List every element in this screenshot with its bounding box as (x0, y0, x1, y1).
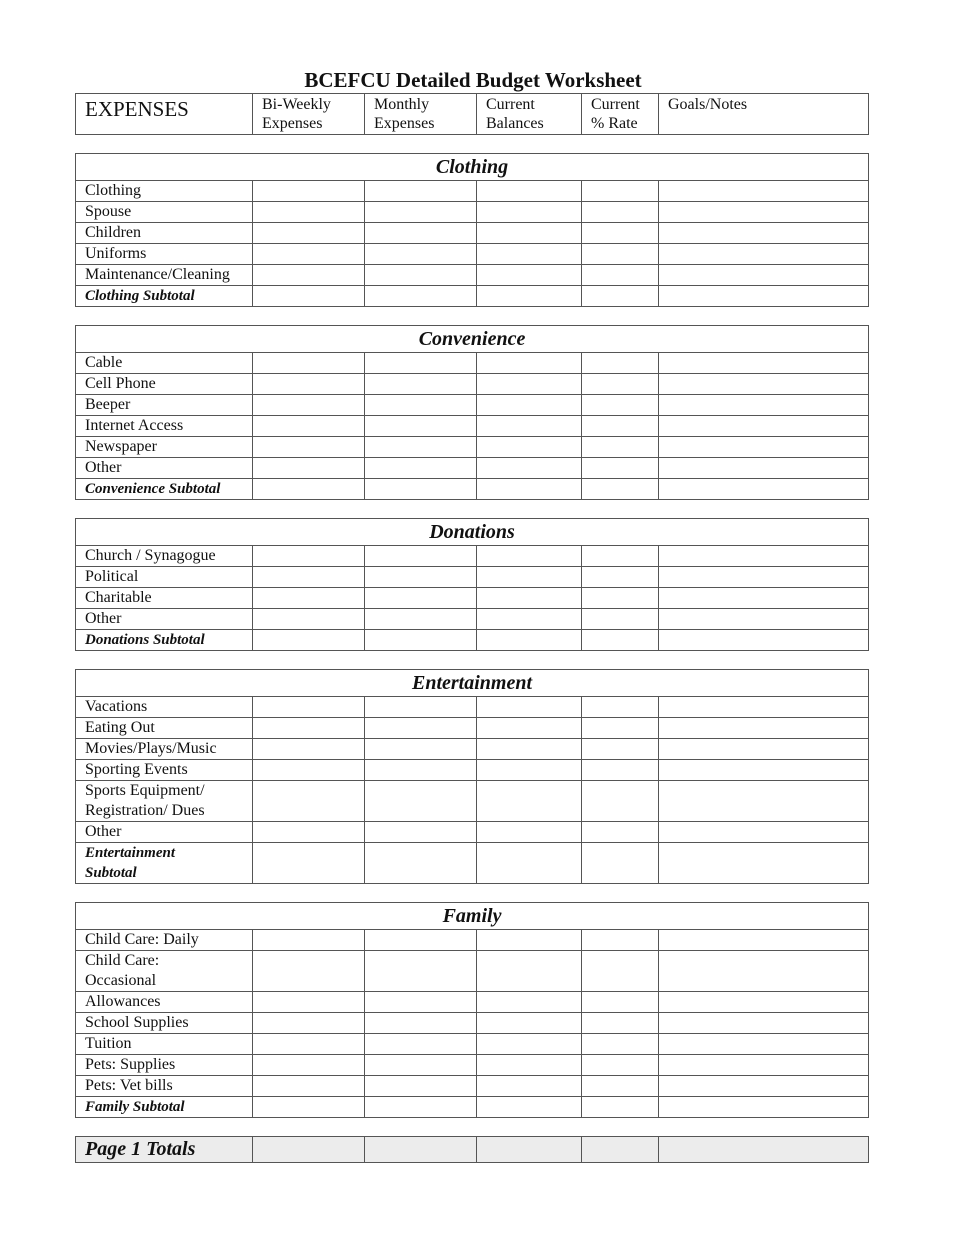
balance-cell[interactable] (477, 353, 582, 374)
table-row (76, 822, 869, 843)
balance-cell[interactable] (477, 1076, 582, 1097)
rate-cell[interactable] (582, 992, 659, 1013)
monthly-cell[interactable] (365, 546, 477, 567)
biweekly-cell[interactable] (253, 843, 365, 884)
row-label: Uniforms (76, 244, 253, 265)
notes-cell[interactable] (659, 374, 869, 395)
rate-cell[interactable] (582, 479, 659, 500)
biweekly-cell[interactable] (253, 630, 365, 651)
monthly-cell[interactable] (365, 718, 477, 739)
notes-cell[interactable] (659, 181, 869, 202)
biweekly-cell[interactable] (253, 739, 365, 760)
sections-container (0, 153, 869, 1163)
monthly-cell[interactable] (365, 265, 477, 286)
table-row (76, 930, 869, 951)
biweekly-cell[interactable] (253, 479, 365, 500)
row-label: Clothing Subtotal (76, 286, 253, 307)
rate-cell[interactable] (582, 843, 659, 884)
balance-cell[interactable] (477, 223, 582, 244)
monthly-cell[interactable] (365, 223, 477, 244)
monthly-cell[interactable] (365, 479, 477, 500)
table-row (76, 567, 869, 588)
monthly-cell[interactable] (365, 458, 477, 479)
balance-cell[interactable] (477, 609, 582, 630)
balance-cell[interactable] (477, 697, 582, 718)
balance-cell[interactable] (477, 244, 582, 265)
balance-cell[interactable] (477, 567, 582, 588)
notes-cell[interactable] (659, 1137, 869, 1163)
rate-cell[interactable] (582, 546, 659, 567)
biweekly-cell[interactable] (253, 822, 365, 843)
balance-cell[interactable] (477, 265, 582, 286)
monthly-cell[interactable] (365, 416, 477, 437)
subtotal-row (76, 479, 869, 500)
biweekly-cell[interactable] (253, 546, 365, 567)
notes-cell[interactable] (659, 630, 869, 651)
row-label: Cable (76, 353, 253, 374)
row-label: Allowances (76, 992, 253, 1013)
biweekly-cell[interactable] (253, 353, 365, 374)
biweekly-cell[interactable] (253, 223, 365, 244)
table-row (76, 244, 869, 265)
balance-cell[interactable] (477, 781, 582, 822)
notes-cell[interactable] (659, 697, 869, 718)
monthly-cell[interactable] (365, 609, 477, 630)
section-title: Clothing (76, 154, 869, 181)
monthly-cell[interactable] (365, 697, 477, 718)
balance-cell[interactable] (477, 374, 582, 395)
biweekly-cell[interactable] (253, 265, 365, 286)
notes-cell[interactable] (659, 567, 869, 588)
rate-cell[interactable] (582, 202, 659, 223)
row-label: Church / Synagogue (76, 546, 253, 567)
monthly-cell[interactable] (365, 951, 477, 992)
notes-cell[interactable] (659, 546, 869, 567)
row-label: Movies/Plays/Music (76, 739, 253, 760)
balance-cell[interactable] (477, 843, 582, 884)
rate-cell[interactable] (582, 437, 659, 458)
notes-cell[interactable] (659, 781, 869, 822)
notes-cell[interactable] (659, 202, 869, 223)
rate-cell[interactable] (582, 609, 659, 630)
rate-cell[interactable] (582, 781, 659, 822)
table-row (76, 760, 869, 781)
rate-cell[interactable] (582, 1013, 659, 1034)
totals-row (76, 1137, 869, 1163)
row-label: Clothing (76, 181, 253, 202)
rate-cell[interactable] (582, 244, 659, 265)
notes-cell[interactable] (659, 951, 869, 992)
biweekly-cell[interactable] (253, 781, 365, 822)
section-entertainment (75, 669, 869, 884)
section-convenience (75, 325, 869, 500)
monthly-cell[interactable] (365, 1137, 477, 1163)
subtotal-row (76, 286, 869, 307)
rate-cell[interactable] (582, 395, 659, 416)
monthly-cell[interactable] (365, 353, 477, 374)
biweekly-cell[interactable] (253, 1055, 365, 1076)
row-label: Vacations (76, 697, 253, 718)
row-label: Sports Equipment/ Registration/ Dues (76, 781, 253, 822)
table-row (76, 1076, 869, 1097)
header-expenses: EXPENSES (76, 94, 253, 135)
table-row (76, 353, 869, 374)
row-label: Eating Out (76, 718, 253, 739)
rate-cell[interactable] (582, 286, 659, 307)
biweekly-cell[interactable] (253, 697, 365, 718)
column-header-table (75, 93, 869, 135)
monthly-cell[interactable] (365, 1076, 477, 1097)
header-notes: Goals/Notes (659, 94, 869, 135)
biweekly-cell[interactable] (253, 286, 365, 307)
balance-cell[interactable] (477, 718, 582, 739)
monthly-cell[interactable] (365, 739, 477, 760)
rate-cell[interactable] (582, 1034, 659, 1055)
biweekly-cell[interactable] (253, 202, 365, 223)
row-label: Tuition (76, 1034, 253, 1055)
page-totals-table (75, 1136, 869, 1163)
rate-cell[interactable] (582, 1097, 659, 1118)
table-row (76, 588, 869, 609)
biweekly-cell[interactable] (253, 951, 365, 992)
table-row (76, 739, 869, 760)
biweekly-cell[interactable] (253, 1097, 365, 1118)
rate-cell[interactable] (582, 567, 659, 588)
monthly-cell[interactable] (365, 760, 477, 781)
monthly-cell[interactable] (365, 286, 477, 307)
balance-cell[interactable] (477, 1034, 582, 1055)
rate-cell[interactable] (582, 1137, 659, 1163)
row-label: Entertainment Subtotal (76, 843, 253, 884)
biweekly-cell[interactable] (253, 374, 365, 395)
row-label: Pets: Vet bills (76, 1076, 253, 1097)
row-label: Convenience Subtotal (76, 479, 253, 500)
rate-cell[interactable] (582, 930, 659, 951)
table-row (76, 395, 869, 416)
notes-cell[interactable] (659, 265, 869, 286)
table-row (76, 992, 869, 1013)
row-label: Newspaper (76, 437, 253, 458)
table-row (76, 951, 869, 992)
notes-cell[interactable] (659, 286, 869, 307)
biweekly-cell[interactable] (253, 760, 365, 781)
row-label: Other (76, 609, 253, 630)
rate-cell[interactable] (582, 416, 659, 437)
rate-cell[interactable] (582, 458, 659, 479)
table-row (76, 718, 869, 739)
monthly-cell[interactable] (365, 781, 477, 822)
notes-cell[interactable] (659, 843, 869, 884)
biweekly-cell[interactable] (253, 437, 365, 458)
rate-cell[interactable] (582, 822, 659, 843)
row-label: Child Care: Occasional (76, 951, 253, 992)
rate-cell[interactable] (582, 951, 659, 992)
rate-cell[interactable] (582, 353, 659, 374)
table-row (76, 265, 869, 286)
monthly-cell[interactable] (365, 1097, 477, 1118)
balance-cell[interactable] (477, 760, 582, 781)
notes-cell[interactable] (659, 992, 869, 1013)
notes-cell[interactable] (659, 760, 869, 781)
row-label: Internet Access (76, 416, 253, 437)
row-label: Pets: Supplies (76, 1055, 253, 1076)
biweekly-cell[interactable] (253, 567, 365, 588)
row-label: Cell Phone (76, 374, 253, 395)
section-title: Convenience (76, 326, 869, 353)
table-row (76, 437, 869, 458)
balance-cell[interactable] (477, 930, 582, 951)
section-donations (75, 518, 869, 651)
notes-cell[interactable] (659, 588, 869, 609)
table-row (76, 1013, 869, 1034)
table-row (76, 1055, 869, 1076)
balance-cell[interactable] (477, 1097, 582, 1118)
monthly-cell[interactable] (365, 244, 477, 265)
table-row (76, 781, 869, 822)
section-title: Entertainment (76, 670, 869, 697)
balance-cell[interactable] (477, 286, 582, 307)
balance-cell[interactable] (477, 951, 582, 992)
row-label: Beeper (76, 395, 253, 416)
balance-cell[interactable] (477, 630, 582, 651)
table-row (76, 546, 869, 567)
biweekly-cell[interactable] (253, 181, 365, 202)
section-clothing (75, 153, 869, 307)
balance-cell[interactable] (477, 588, 582, 609)
biweekly-cell[interactable] (253, 588, 365, 609)
table-row (76, 374, 869, 395)
biweekly-cell[interactable] (253, 1013, 365, 1034)
biweekly-cell[interactable] (253, 458, 365, 479)
row-label: Child Care: Daily (76, 930, 253, 951)
table-row (76, 181, 869, 202)
biweekly-cell[interactable] (253, 244, 365, 265)
rate-cell[interactable] (582, 718, 659, 739)
row-label: Family Subtotal (76, 1097, 253, 1118)
biweekly-cell[interactable] (253, 1076, 365, 1097)
monthly-cell[interactable] (365, 1055, 477, 1076)
balance-cell[interactable] (477, 437, 582, 458)
notes-cell[interactable] (659, 458, 869, 479)
subtotal-row (76, 630, 869, 651)
row-label: Page 1 Totals (76, 1137, 253, 1163)
monthly-cell[interactable] (365, 437, 477, 458)
biweekly-cell[interactable] (253, 992, 365, 1013)
monthly-cell[interactable] (365, 1013, 477, 1034)
notes-cell[interactable] (659, 353, 869, 374)
notes-cell[interactable] (659, 1034, 869, 1055)
balance-cell[interactable] (477, 822, 582, 843)
monthly-cell[interactable] (365, 567, 477, 588)
monthly-cell[interactable] (365, 588, 477, 609)
monthly-cell[interactable] (365, 630, 477, 651)
row-label: Donations Subtotal (76, 630, 253, 651)
notes-cell[interactable] (659, 244, 869, 265)
row-label: Other (76, 822, 253, 843)
table-row (76, 416, 869, 437)
table-row (76, 1034, 869, 1055)
row-label: Sporting Events (76, 760, 253, 781)
notes-cell[interactable] (659, 416, 869, 437)
balance-cell[interactable] (477, 416, 582, 437)
balance-cell[interactable] (477, 546, 582, 567)
biweekly-cell[interactable] (253, 1034, 365, 1055)
table-row (76, 202, 869, 223)
balance-cell[interactable] (477, 1013, 582, 1034)
rate-cell[interactable] (582, 265, 659, 286)
monthly-cell[interactable] (365, 374, 477, 395)
notes-cell[interactable] (659, 822, 869, 843)
row-label: Spouse (76, 202, 253, 223)
row-label: Political (76, 567, 253, 588)
balance-cell[interactable] (477, 992, 582, 1013)
header-balances: Current Balances (477, 94, 582, 135)
notes-cell[interactable] (659, 739, 869, 760)
notes-cell[interactable] (659, 1055, 869, 1076)
rate-cell[interactable] (582, 1055, 659, 1076)
section-title: Family (76, 903, 869, 930)
row-label: Charitable (76, 588, 253, 609)
notes-cell[interactable] (659, 479, 869, 500)
subtotal-row (76, 1097, 869, 1118)
table-row (76, 609, 869, 630)
page-title: BCEFCU Detailed Budget Worksheet (304, 68, 642, 92)
biweekly-cell[interactable] (253, 395, 365, 416)
header-rate: Current % Rate (582, 94, 659, 135)
notes-cell[interactable] (659, 395, 869, 416)
notes-cell[interactable] (659, 718, 869, 739)
balance-cell[interactable] (477, 479, 582, 500)
notes-cell[interactable] (659, 1076, 869, 1097)
row-label: School Supplies (76, 1013, 253, 1034)
balance-cell[interactable] (477, 202, 582, 223)
balance-cell[interactable] (477, 395, 582, 416)
row-label: Other (76, 458, 253, 479)
notes-cell[interactable] (659, 437, 869, 458)
balance-cell[interactable] (477, 739, 582, 760)
section-family (75, 902, 869, 1118)
biweekly-cell[interactable] (253, 609, 365, 630)
monthly-cell[interactable] (365, 181, 477, 202)
rate-cell[interactable] (582, 1076, 659, 1097)
table-row (76, 458, 869, 479)
balance-cell[interactable] (477, 1137, 582, 1163)
notes-cell[interactable] (659, 223, 869, 244)
rate-cell[interactable] (582, 697, 659, 718)
monthly-cell[interactable] (365, 1034, 477, 1055)
notes-cell[interactable] (659, 609, 869, 630)
monthly-cell[interactable] (365, 395, 477, 416)
monthly-cell[interactable] (365, 822, 477, 843)
biweekly-cell[interactable] (253, 1137, 365, 1163)
notes-cell[interactable] (659, 1013, 869, 1034)
monthly-cell[interactable] (365, 843, 477, 884)
rate-cell[interactable] (582, 588, 659, 609)
row-label: Maintenance/Cleaning (76, 265, 253, 286)
balance-cell[interactable] (477, 1055, 582, 1076)
subtotal-row (76, 843, 869, 884)
rate-cell[interactable] (582, 630, 659, 651)
rate-cell[interactable] (582, 223, 659, 244)
monthly-cell[interactable] (365, 992, 477, 1013)
row-label: Children (76, 223, 253, 244)
rate-cell[interactable] (582, 181, 659, 202)
header-biweekly: Bi-Weekly Expenses (253, 94, 365, 135)
table-row (76, 223, 869, 244)
rate-cell[interactable] (582, 760, 659, 781)
balance-cell[interactable] (477, 458, 582, 479)
rate-cell[interactable] (582, 374, 659, 395)
rate-cell[interactable] (582, 739, 659, 760)
biweekly-cell[interactable] (253, 718, 365, 739)
monthly-cell[interactable] (365, 930, 477, 951)
section-title: Donations (76, 519, 869, 546)
balance-cell[interactable] (477, 181, 582, 202)
header-monthly: Monthly Expenses (365, 94, 477, 135)
table-row (76, 697, 869, 718)
monthly-cell[interactable] (365, 202, 477, 223)
biweekly-cell[interactable] (253, 930, 365, 951)
notes-cell[interactable] (659, 930, 869, 951)
notes-cell[interactable] (659, 1097, 869, 1118)
biweekly-cell[interactable] (253, 416, 365, 437)
